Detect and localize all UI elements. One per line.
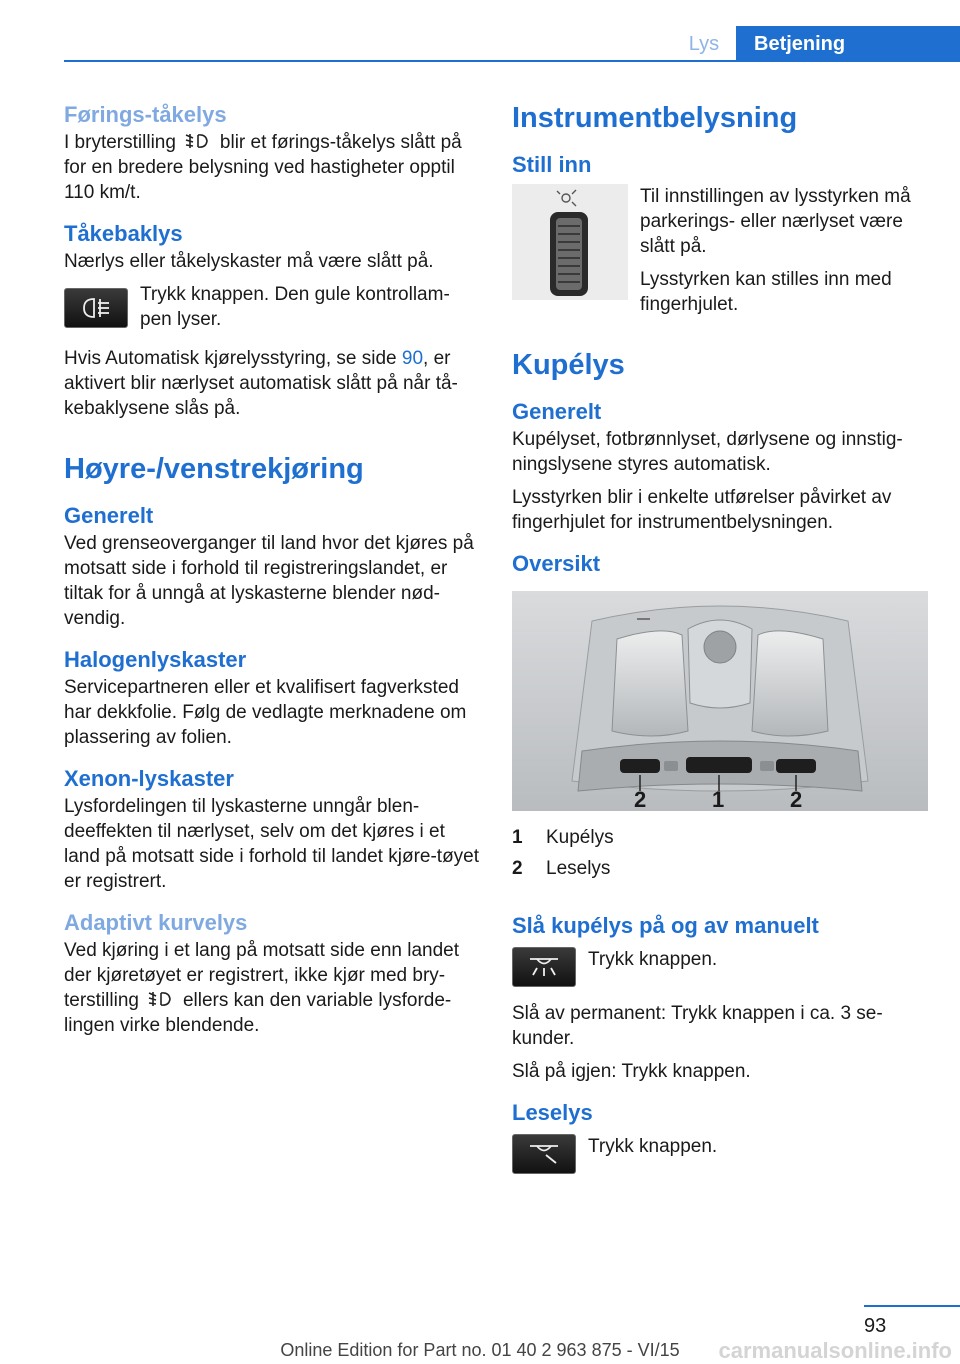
heading-generelt-right: Generelt (512, 399, 602, 424)
heading-instrumentbelysning: Instrumentbelysning (512, 102, 798, 134)
forings-text-after: blir et førings-tåkelys slått på for en bredere belysning ved hastigheter opptil 110 km/t. (64, 132, 462, 203)
manuelt-text-2: Slå på igjen: Trykk knappen. (512, 1061, 751, 1082)
instrument-text-1: Til innstillingen av lysstyrken må parkerings- eller nærlyset være slått på. (640, 186, 911, 257)
fog-light-switch-icon (184, 130, 212, 152)
overhead-console-photo (512, 591, 928, 811)
thumbwheel-text (640, 184, 932, 317)
left-column (64, 100, 480, 1038)
xenon-text: Lysfordelingen til lyskasterne unngår blen-deeffekten til nærlyset, selv om det kjøres i et land på motsatt side i forhold til landet kjøre-tøyet er registrert. (64, 796, 480, 892)
kupe-generelt-text-1: Kupélyset, fotbrønnlyset, dørlysene og innstig-ningslysene styres automatisk. (512, 429, 903, 475)
legend-num-1: 1 (512, 827, 523, 848)
interior-light-photo (512, 591, 928, 811)
heading-leselys: Leselys (512, 1100, 593, 1125)
rear-fog-button-text: Trykk knappen. Den gule kontrollam-pen lyser. (140, 284, 450, 330)
heading-generelt-left: Generelt (64, 503, 154, 528)
legend-label-2: Leselys (546, 858, 611, 879)
auto-lights-paragraph (64, 346, 480, 421)
fog-light-switch-icon-2 (147, 988, 175, 1010)
right-column (512, 100, 932, 1174)
legend-item-2 (512, 856, 932, 881)
photo-label-2-left: 2 (634, 787, 647, 812)
watermark: carmanualsonline.info (718, 1338, 952, 1363)
reading-light-button[interactable] (512, 1134, 576, 1174)
heading-adaptiv: Adaptivt kurvelys (64, 910, 248, 935)
leselys-button-text: Trykk knappen. (588, 1136, 718, 1157)
rear-fog-light-icon (76, 295, 116, 321)
reading-light-icon (524, 1141, 564, 1167)
adaptiv-text-after: ellers kan den variable lysforde-lingen virke blendende. (64, 990, 452, 1036)
rear-fog-button-row (64, 282, 480, 332)
heading-still-inn: Still inn (512, 152, 592, 177)
auto-text-before: Hvis Automatisk kjørelysstyring, se side (64, 348, 402, 369)
heading-manuelt: Slå kupélys på og av manuelt (512, 913, 819, 938)
heading-oversikt: Oversikt (512, 551, 601, 576)
page-number: 93 (864, 1315, 887, 1337)
heading-xenon: Xenon-lyskaster (64, 766, 234, 791)
takebaklys-text: Nærlys eller tåkelyskaster må være slått på. (64, 251, 434, 272)
auto-text-after: , er aktivert blir nærlyset automatisk slått på når tå-kebaklysene slås på. (64, 348, 458, 419)
interior-light-button[interactable] (512, 947, 576, 987)
legend-label-1: Kupélys (546, 827, 614, 848)
generelt-left-text: Ved grenseoverganger til land hvor det kjøres på motsatt side i forhold til registreringslandet, er tiltak for å unngå at lyskasterne blender nød-vendig. (64, 533, 474, 629)
tab-betjening[interactable]: Betjening (736, 26, 960, 62)
tab-lys[interactable]: Lys (688, 33, 720, 55)
legend-item-1 (512, 825, 932, 850)
adaptiv-text-before: Ved kjøring i et lang på motsatt side enn landet der kjøretøyet er registrert, ikke kjør med bry-terstilling (64, 940, 460, 1011)
thumbwheel-row (512, 184, 932, 317)
legend-num-2: 2 (512, 858, 523, 879)
instrument-text-2: Lysstyrken kan stilles inn med fingerhjulet. (640, 269, 892, 315)
heading-takebaklys: Tåkebaklys (64, 221, 183, 246)
halogen-text: Servicepartneren eller et kvalifisert fagverksted har dekkfolie. Følg de vedlagte merknadene om plassering av folien. (64, 677, 467, 748)
photo-label-2-right: 2 (790, 787, 803, 812)
page-link-90[interactable]: 90 (401, 348, 424, 369)
thumbwheel-icon (512, 184, 628, 300)
manuelt-button-text: Trykk knappen. (588, 949, 718, 970)
interior-light-icon (524, 954, 564, 980)
manuelt-text-1: Slå av permanent: Trykk knappen i ca. 3 se-kunder. (512, 1003, 883, 1049)
heading-kupelys: Kupélys (512, 349, 625, 381)
reading-light-button-row (512, 1134, 932, 1174)
kupe-generelt-text-2: Lysstyrken blir i enkelte utførelser påvirket av fingerhjulet for instrumentbelysningen. (512, 487, 892, 533)
adaptiv-paragraph (64, 938, 480, 1038)
forings-paragraph (64, 130, 480, 205)
heading-forings-takelys: Førings-tåkelys (64, 102, 227, 127)
rear-fog-light-button[interactable] (64, 288, 128, 328)
forings-text-before: I bryterstilling (64, 132, 176, 153)
photo-label-1: 1 (712, 787, 725, 812)
online-edition: Online Edition for Part no. 01 40 2 963 875 - VI/15 (280, 1340, 680, 1360)
thumbwheel-image (512, 184, 628, 300)
footer-rule (864, 1305, 960, 1307)
heading-hoyre-venstre: Høyre-/venstrekjøring (64, 453, 364, 485)
heading-halogen: Halogenlyskaster (64, 647, 247, 672)
interior-light-button-row (512, 947, 932, 987)
